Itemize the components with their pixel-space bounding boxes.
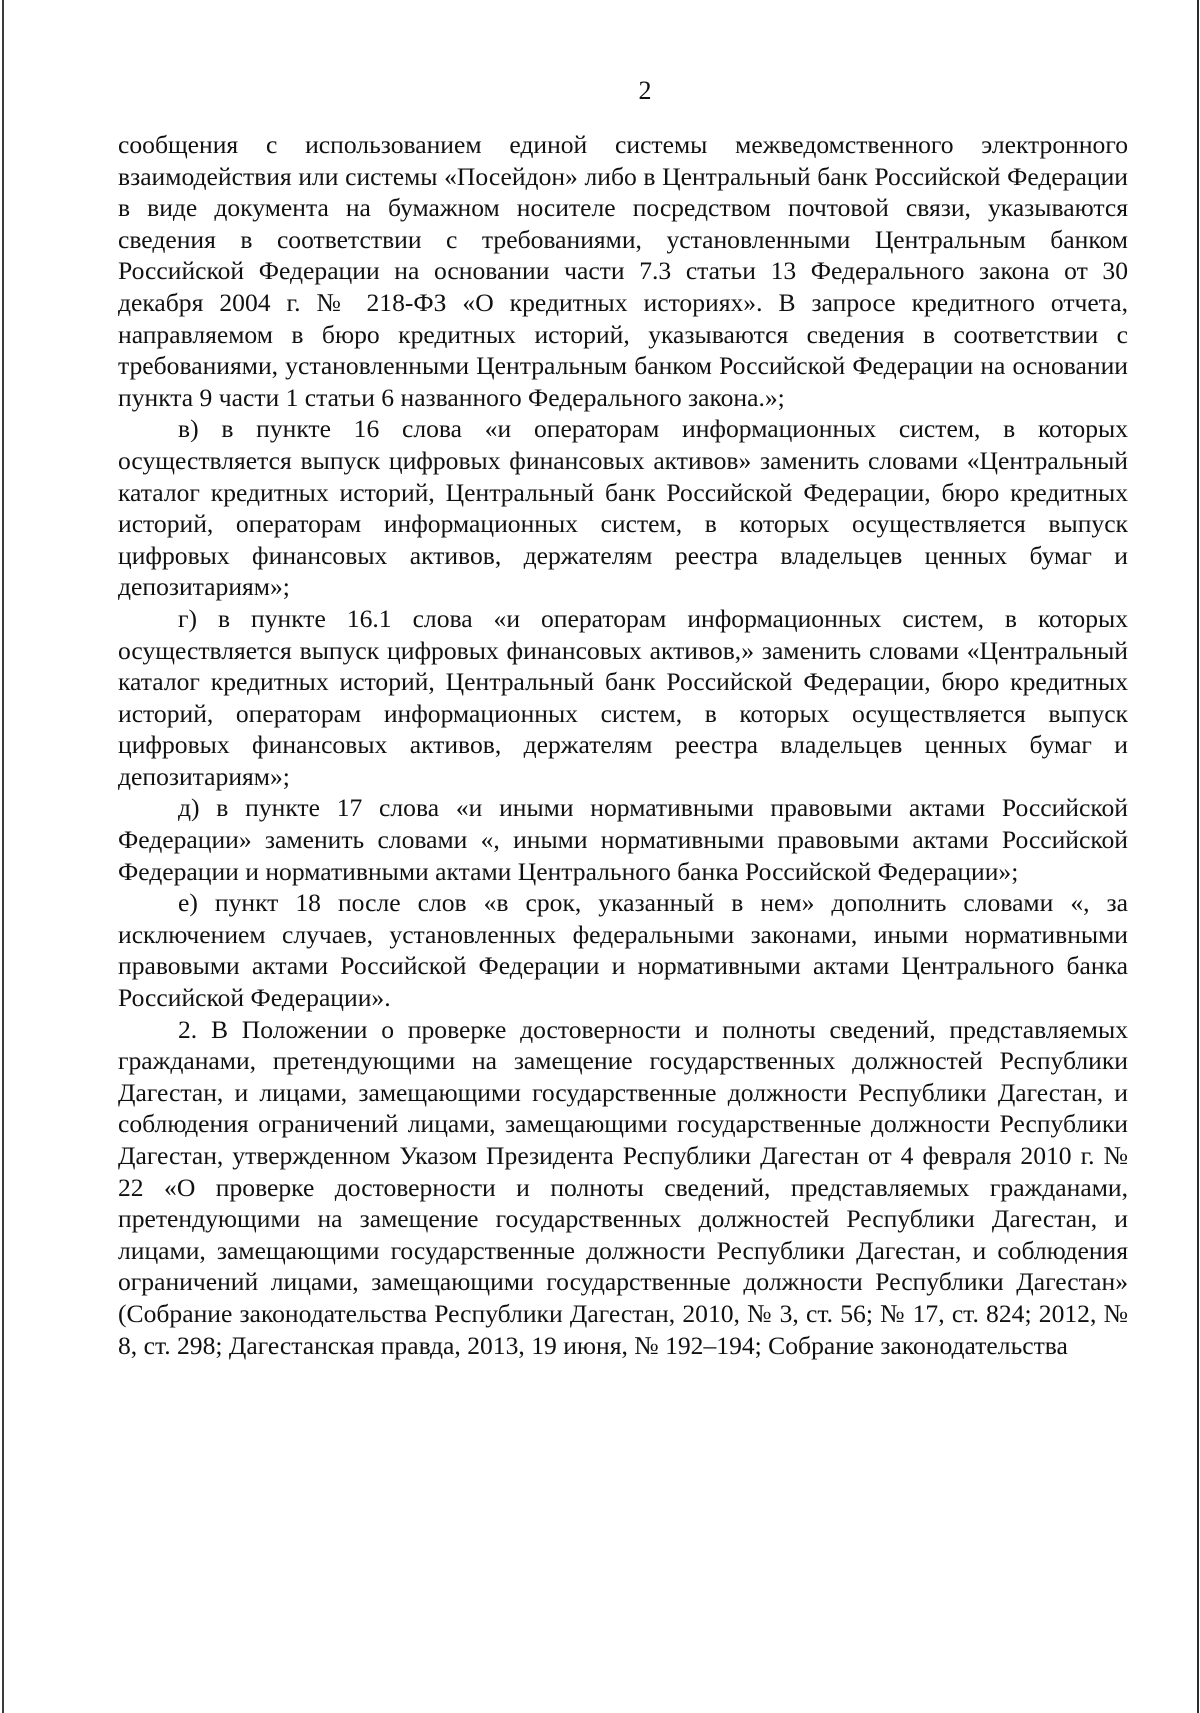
paragraph-section-2: 2. В Положении о проверке достоверности и полноты сведений, представляемых гражданами, претендующими на замещение государственных должностей Республики Дагестан, и лицами, замещающими государственные должности Республики Дагестан, и соблюдения ограничений лицами, замещающими государственные должности Республики Дагестан, утвержденном Указом Президента Республики Дагестан от 4 февраля 2010 г. № 22 «О проверке достоверности и полноты сведений, представляемых гражданами, претендующими на замещение государственных должностей Республики Дагестан, и лицами, замещающими государственные должности Республики Дагестан, и соблюдения ограничений лицами, замещающими государственные должности Республики Дагестан» (Собрание законодательства Республики Дагестан, 2010, № 3, ст. 56; № 17, ст. 824; 2012, № 8, ст. 298; Дагестанская правда, 2013, 19 июня, № 192–194; Собрание законодательства	[118, 1014, 1128, 1360]
page-number: 2	[638, 76, 652, 105]
paragraph-item-v: в) в пункте 16 слова «и операторам информационных систем, в которых осуществляется выпуск цифровых финансовых активов» заменить словами «Центральный каталог кредитных историй, Центральный банк Российской Федерации, бюро кредитных историй, операторам информационных систем, в которых осуществляется выпуск цифровых финансовых активов, держателям реестра владельцев ценных бумаг и депозитариям»;	[118, 414, 1128, 602]
paragraph-item-g: г) в пункте 16.1 слова «и операторам информационных систем, в которых осуществляется выпуск цифровых финансовых активов,» заменить словами «Центральный каталог кредитных историй, Центральный банк Российской Федерации, бюро кредитных историй, операторам информационных систем, в которых осуществляется выпуск цифровых финансовых активов, держателям реестра владельцев ценных бумаг и депозитариям»;	[118, 603, 1128, 791]
scan-edge-right	[1197, 0, 1199, 1713]
paragraph-item-d: д) в пункте 17 слова «и иными нормативными правовыми актами Российской Федерации» заменить словами «, иными нормативными правовыми актами Российской Федерации и нормативными актами Центрального банка Российской Федерации»;	[118, 793, 1128, 886]
paragraph-continuation: сообщения с использованием единой системы межведомственного электронного взаимодействия или системы «Посейдон» либо в Центральный банк Российской Федерации в виде документа на бумажном носителе посредством почтовой связи, указываются сведения в соответствии с требованиями, установленными Центральным банком Российской Федерации на основании части 7.3 статьи 13 Федерального закона от 30 декабря 2004 г. № 218-ФЗ «О кредитных историях». В запросе кредитного отчета, направляемом в бюро кредитных историй, указываются сведения в соответствии с требованиями, установленными Центральным банком Российской Федерации на основании пункта 9 части 1 статьи 6 названного Федерального закона.»;	[118, 130, 1128, 412]
scan-edge-left	[2, 0, 4, 1713]
paragraph-item-e: е) пункт 18 после слов «в срок, указанный в нем» дополнить словами «, за исключением случаев, установленных федеральными законами, иными нормативными правовыми актами Российской Федерации и нормативными актами Центрального банка Российской Федерации».	[118, 888, 1128, 1013]
document-body	[118, 129, 1128, 1361]
